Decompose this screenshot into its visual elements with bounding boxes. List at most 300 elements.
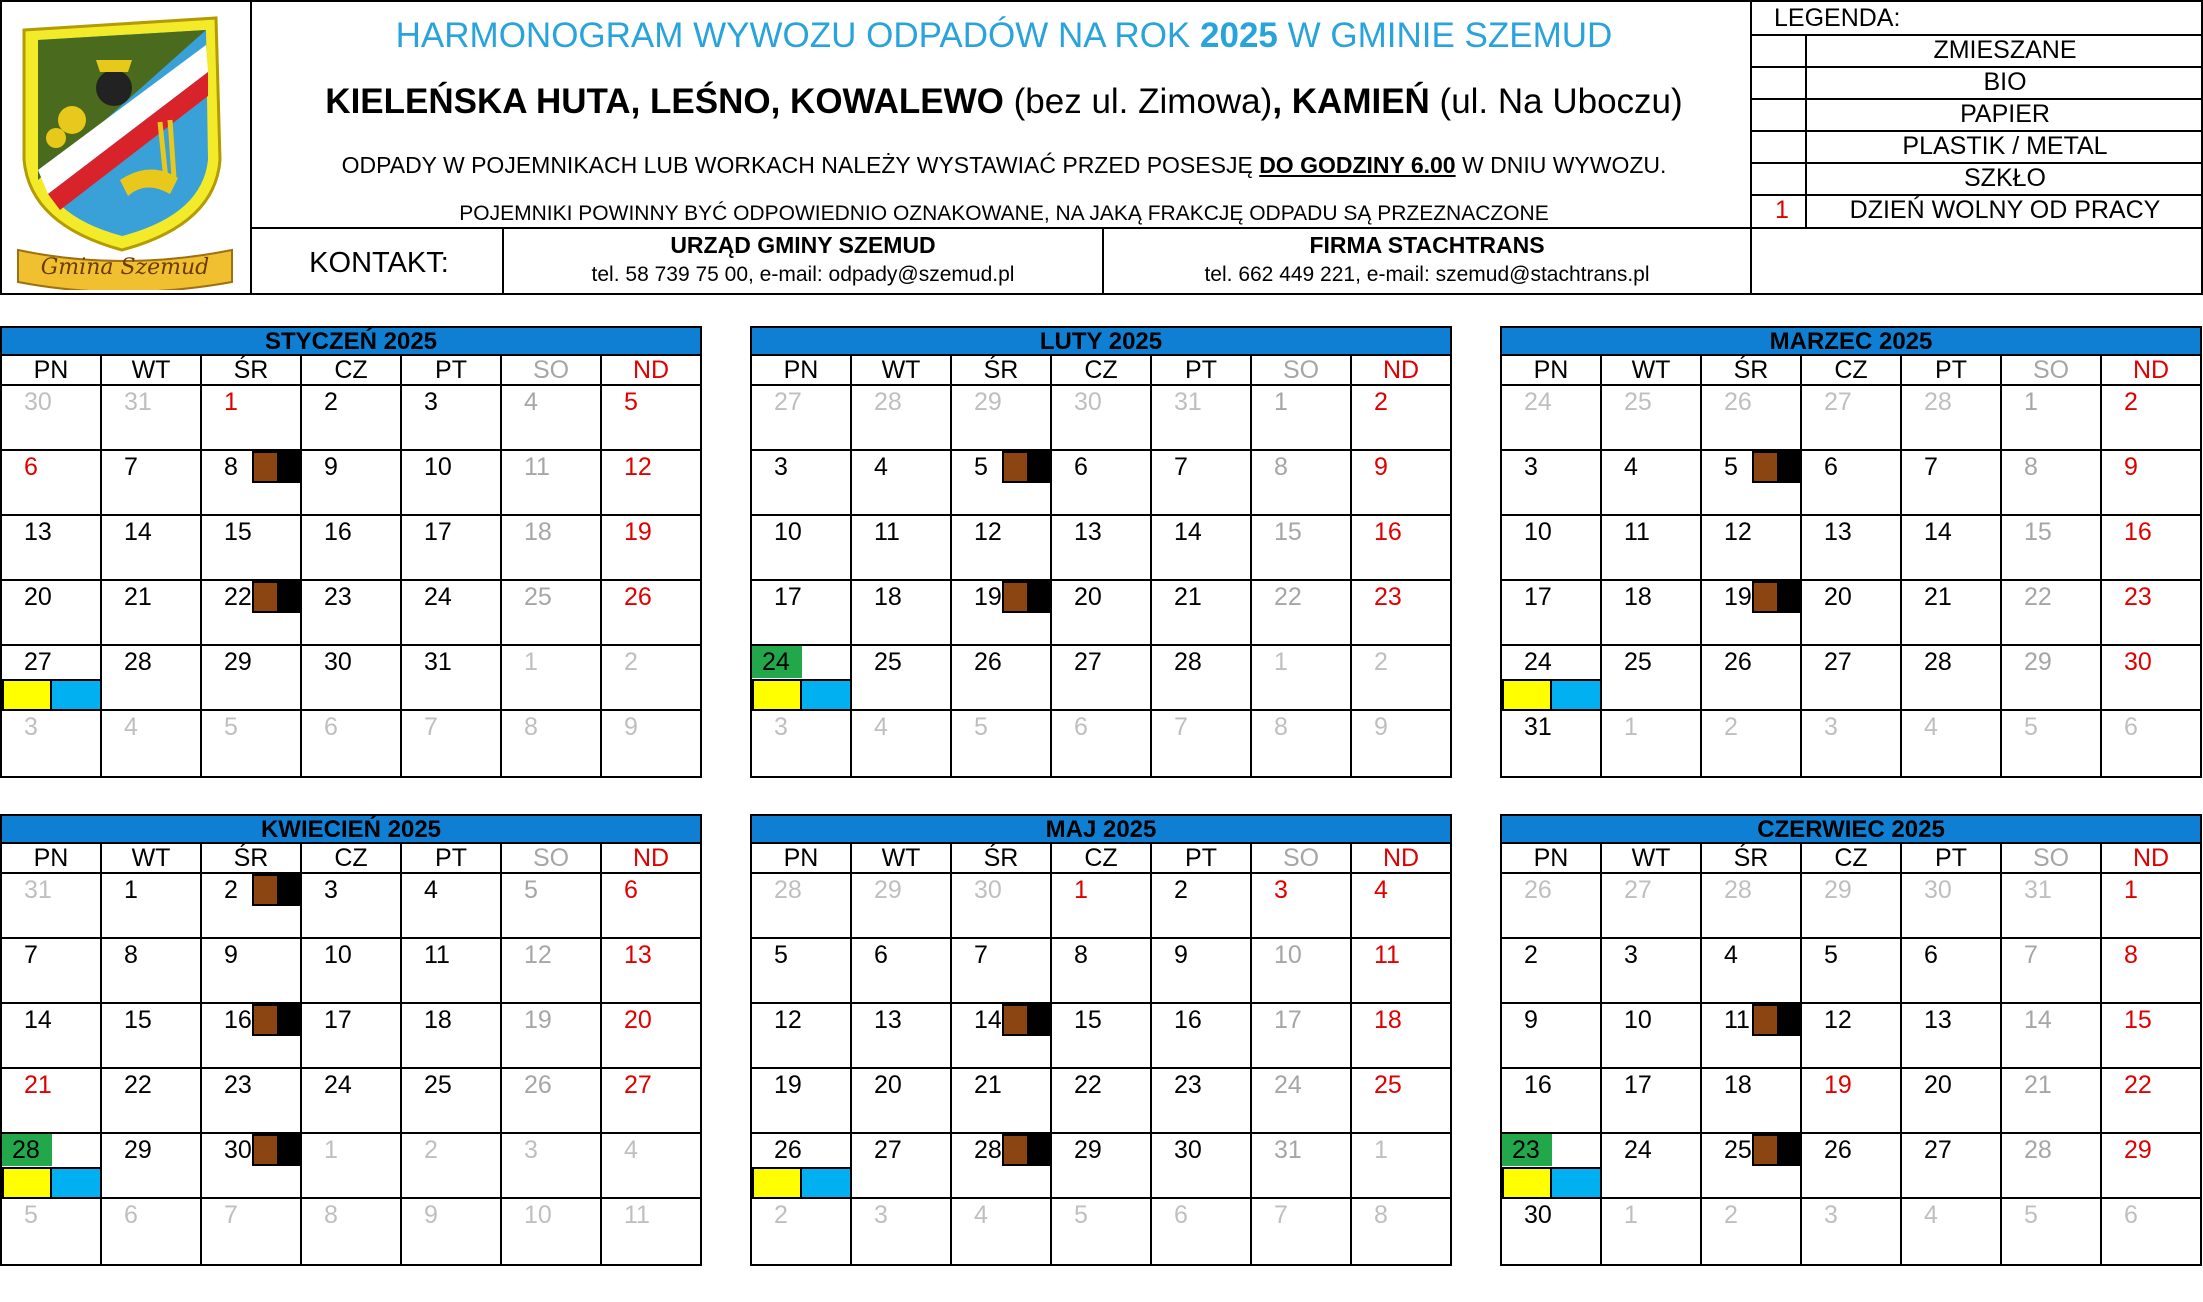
day-cell	[752, 646, 852, 709]
day-cell	[752, 1134, 852, 1197]
week-row	[1502, 451, 2202, 516]
day-number: 7	[224, 1201, 238, 1229]
day-cell	[1802, 516, 1902, 579]
notice-1-emph: DO GODZINY 6.00	[1259, 152, 1456, 178]
week-row	[1502, 646, 2202, 711]
day-number: 22	[2024, 583, 2052, 611]
day-number: 1	[1274, 648, 1288, 676]
day-number: 3	[1624, 941, 1638, 969]
day-cell	[1352, 451, 1452, 514]
day-number: 11	[874, 518, 900, 546]
week-row	[1502, 1199, 2202, 1264]
day-cell	[1902, 581, 2002, 644]
day-number: 17	[324, 1006, 352, 1034]
day-cell	[1602, 646, 1702, 709]
legend-item-paper: PAPIER	[1960, 100, 2050, 128]
day-cell	[1902, 1069, 2002, 1132]
weekday-label: ŚR	[952, 844, 1052, 872]
weekday-label: CZ	[1802, 844, 1902, 872]
day-number: 7	[1174, 453, 1188, 481]
day-cell	[2, 1069, 102, 1132]
day-cell	[302, 516, 402, 579]
day-cell	[2, 874, 102, 937]
week-row	[2, 874, 702, 939]
day-cell	[502, 581, 602, 644]
day-cell	[2102, 1004, 2202, 1067]
day-number: 26	[524, 1071, 552, 1099]
weekday-label: CZ	[302, 356, 402, 384]
day-cell	[2102, 1069, 2202, 1132]
day-cell	[952, 711, 1052, 776]
week-row	[2, 516, 702, 581]
day-cell	[1702, 581, 1802, 644]
day-number: 4	[874, 453, 888, 481]
day-number: 21	[974, 1071, 1002, 1099]
day-number: 15	[124, 1006, 152, 1034]
week-row	[1502, 711, 2202, 776]
day-number: 3	[424, 388, 438, 416]
day-number: 11	[424, 941, 450, 969]
day-number: 15	[2124, 1006, 2152, 1034]
day-number: 6	[1174, 1201, 1188, 1229]
week-row	[2, 646, 702, 711]
day-cell	[1702, 711, 1802, 776]
day-cell	[1802, 1069, 1902, 1132]
day-cell	[402, 1134, 502, 1197]
schedule-header	[0, 0, 2203, 295]
contact-1-info: tel. 58 739 75 00, e-mail: odpady@szemud.pl	[591, 263, 1015, 286]
day-cell	[752, 1069, 852, 1132]
legend-item-mixed: ZMIESZANE	[1933, 36, 2077, 64]
day-number: 4	[1924, 713, 1938, 741]
day-number: 19	[624, 518, 652, 546]
day-number: 7	[1174, 713, 1188, 741]
legend-item-plastic-metal: PLASTIK / METAL	[1902, 132, 2108, 160]
day-cell	[1902, 646, 2002, 709]
mixed-collection-marker	[277, 874, 302, 906]
day-number: 8	[2124, 941, 2138, 969]
day-number: 20	[874, 1071, 902, 1099]
day-number: 24	[324, 1071, 352, 1099]
week-row	[2, 1134, 702, 1199]
day-cell	[402, 581, 502, 644]
divider	[1752, 227, 2203, 229]
day-number: 18	[1374, 1006, 1402, 1034]
day-number: 7	[24, 941, 38, 969]
day-cell	[602, 939, 702, 1002]
day-number: 27	[1824, 388, 1852, 416]
day-cell	[502, 646, 602, 709]
day-cell	[1052, 581, 1152, 644]
day-cell	[1152, 1004, 1252, 1067]
day-cell	[952, 1199, 1052, 1264]
day-number: 29	[1074, 1136, 1102, 1164]
day-number: 7	[124, 453, 138, 481]
day-number: 20	[1924, 1071, 1952, 1099]
day-number: 20	[1074, 583, 1102, 611]
weekday-label: WT	[102, 356, 202, 384]
day-number: 30	[2124, 648, 2152, 676]
day-cell	[852, 646, 952, 709]
day-number: 31	[24, 876, 52, 904]
plastic-collection-marker	[2, 679, 52, 711]
day-number: 20	[624, 1006, 652, 1034]
day-number: 11	[1624, 518, 1650, 546]
day-number: 26	[974, 648, 1002, 676]
day-cell	[102, 939, 202, 1002]
day-cell	[102, 711, 202, 776]
weekday-label: PN	[752, 356, 852, 384]
gmina-szemud-coat-of-arms-logo	[10, 10, 242, 290]
mixed-collection-marker	[1777, 1004, 1802, 1036]
day-cell	[752, 516, 852, 579]
day-cell	[1352, 1199, 1452, 1264]
day-cell	[102, 386, 202, 449]
day-number: 8	[1274, 453, 1288, 481]
day-cell	[1702, 451, 1802, 514]
day-number: 18	[1724, 1071, 1752, 1099]
day-number: 3	[1824, 713, 1838, 741]
day-number: 4	[124, 713, 138, 741]
day-number: 30	[974, 876, 1002, 904]
day-cell	[2102, 386, 2202, 449]
day-number: 4	[1924, 1201, 1938, 1229]
day-cell	[202, 581, 302, 644]
day-number: 31	[1274, 1136, 1302, 1164]
day-cell	[302, 386, 402, 449]
day-number: 29	[2024, 648, 2052, 676]
bio-collection-marker	[1752, 1134, 1777, 1166]
day-number: 16	[2124, 518, 2152, 546]
day-cell	[2002, 516, 2102, 579]
day-cell	[202, 1069, 302, 1132]
day-cell	[102, 646, 202, 709]
month-title: MARZEC 2025	[1500, 326, 2202, 356]
divider	[252, 227, 1752, 229]
day-cell	[1502, 581, 1602, 644]
day-cell	[752, 1004, 852, 1067]
day-cell	[102, 1199, 202, 1264]
day-number: 3	[774, 713, 788, 741]
day-cell	[302, 1134, 402, 1197]
day-cell	[2002, 711, 2102, 776]
day-number: 1	[1374, 1136, 1388, 1164]
month-calendar	[0, 814, 702, 1266]
day-cell	[302, 711, 402, 776]
day-number: 4	[424, 876, 438, 904]
locations-line	[254, 82, 1754, 122]
day-number: 2	[1174, 876, 1188, 904]
day-number: 18	[424, 1006, 452, 1034]
day-cell	[402, 711, 502, 776]
day-cell	[202, 451, 302, 514]
day-cell	[2002, 1069, 2102, 1132]
day-number: 25	[524, 583, 552, 611]
weekday-header-row	[2, 356, 702, 386]
month-grid	[0, 844, 702, 1266]
day-cell	[302, 939, 402, 1002]
day-number: 14	[1174, 518, 1202, 546]
day-cell	[2, 581, 102, 644]
day-cell	[2002, 646, 2102, 709]
contact-label: KONTAKT:	[309, 247, 449, 279]
day-number: 27	[1074, 648, 1102, 676]
locations-bold-1: KIELEŃSKA HUTA, LEŚNO, KOWALEWO	[325, 82, 1004, 121]
day-number: 11	[1724, 1006, 1750, 1034]
day-number: 23	[2124, 583, 2152, 611]
month-title: CZERWIEC 2025	[1500, 814, 2202, 844]
day-number: 3	[24, 713, 38, 741]
day-number: 3	[874, 1201, 888, 1229]
day-cell	[1052, 874, 1152, 937]
day-number: 27	[774, 388, 802, 416]
day-cell	[2002, 386, 2102, 449]
day-cell	[1602, 451, 1702, 514]
day-number: 31	[2024, 876, 2052, 904]
day-number: 12	[624, 453, 652, 481]
day-number: 8	[524, 713, 538, 741]
day-cell	[602, 1199, 702, 1264]
day-number: 25	[424, 1071, 452, 1099]
day-cell	[852, 1069, 952, 1132]
day-cell	[502, 874, 602, 937]
week-row	[752, 516, 1452, 581]
day-number: 6	[1924, 941, 1938, 969]
month-grid	[750, 356, 1452, 778]
day-cell	[2002, 581, 2102, 644]
day-cell	[1252, 711, 1352, 776]
weekday-label: ŚR	[1702, 356, 1802, 384]
day-number: 8	[324, 1201, 338, 1229]
weekday-label: PN	[2, 844, 102, 872]
day-number: 22	[2124, 1071, 2152, 1099]
week-row	[752, 646, 1452, 711]
weekday-label: SO	[1252, 844, 1352, 872]
weekday-label: WT	[1602, 356, 1702, 384]
day-number: 24	[1524, 388, 1552, 416]
day-cell	[1502, 1069, 1602, 1132]
day-number: 9	[1374, 713, 1388, 741]
day-number: 13	[1074, 518, 1102, 546]
day-cell	[1352, 939, 1452, 1002]
day-number: 31	[1174, 388, 1202, 416]
day-cell	[952, 1069, 1052, 1132]
paper-collection-marker	[52, 679, 102, 711]
day-number: 28	[1174, 648, 1202, 676]
day-number: 25	[1724, 1136, 1752, 1164]
day-number: 18	[874, 583, 902, 611]
day-cell	[1152, 1199, 1252, 1264]
day-cell	[1502, 874, 1602, 937]
weekday-header-row	[1502, 844, 2202, 874]
weekday-label: PN	[752, 844, 852, 872]
week-row	[752, 711, 1452, 776]
weekday-label: CZ	[1052, 356, 1152, 384]
day-number: 4	[1724, 941, 1738, 969]
bio-collection-marker	[252, 874, 277, 906]
day-cell	[1502, 1199, 1602, 1264]
day-cell	[1702, 1134, 1802, 1197]
day-number: 2	[1374, 648, 1388, 676]
weekday-label: PT	[1152, 356, 1252, 384]
day-number: 10	[524, 1201, 552, 1229]
day-number: 1	[1624, 713, 1638, 741]
day-number: 16	[1374, 518, 1402, 546]
day-number: 2	[1374, 388, 1388, 416]
day-cell	[202, 1199, 302, 1264]
day-cell	[2002, 451, 2102, 514]
day-number: 11	[624, 1201, 650, 1229]
day-number: 6	[324, 713, 338, 741]
day-cell	[1702, 1004, 1802, 1067]
day-cell	[1252, 1134, 1352, 1197]
day-number: 2	[1724, 1201, 1738, 1229]
day-cell	[752, 939, 852, 1002]
day-number: 9	[324, 453, 338, 481]
day-cell	[1602, 1134, 1702, 1197]
day-cell	[752, 1199, 852, 1264]
day-cell	[1352, 516, 1452, 579]
day-cell	[1502, 516, 1602, 579]
day-number: 27	[624, 1071, 652, 1099]
mixed-collection-marker	[277, 1134, 302, 1166]
day-number: 7	[1274, 1201, 1288, 1229]
day-cell	[302, 581, 402, 644]
day-number: 29	[1824, 876, 1852, 904]
day-number: 19	[1824, 1071, 1852, 1099]
weekday-label: ND	[1352, 844, 1452, 872]
plastic-collection-marker	[1502, 679, 1552, 711]
day-cell	[2102, 516, 2202, 579]
week-row	[1502, 1134, 2202, 1199]
day-number: 28	[124, 648, 152, 676]
weekday-label: ND	[2102, 356, 2202, 384]
legend-item-bio: BIO	[1983, 68, 2027, 96]
day-cell	[1702, 1069, 1802, 1132]
day-number: 29	[124, 1136, 152, 1164]
day-number: 22	[224, 583, 252, 611]
day-cell	[852, 711, 952, 776]
mixed-collection-marker	[277, 581, 302, 613]
week-row	[2, 711, 702, 776]
day-cell	[2002, 1134, 2102, 1197]
weekday-label: SO	[2002, 844, 2102, 872]
mixed-collection-marker	[1777, 1134, 1802, 1166]
day-number: 5	[2024, 1201, 2038, 1229]
weekday-header-row	[752, 356, 1452, 386]
day-cell	[1902, 516, 2002, 579]
day-number: 9	[2124, 453, 2138, 481]
mixed-collection-marker	[1027, 1004, 1052, 1036]
day-cell	[502, 386, 602, 449]
day-cell	[1052, 1069, 1152, 1132]
locations-normal-1: (bez ul. Zimowa)	[1003, 82, 1273, 121]
day-number: 19	[1724, 583, 1752, 611]
day-cell	[302, 451, 402, 514]
day-number: 24	[424, 583, 452, 611]
day-number: 22	[1274, 583, 1302, 611]
day-number: 6	[874, 941, 888, 969]
day-number: 1	[124, 876, 138, 904]
paper-collection-marker	[1552, 1167, 1602, 1199]
day-number: 19	[774, 1071, 802, 1099]
week-row	[752, 451, 1452, 516]
day-cell	[1252, 874, 1352, 937]
day-cell	[1702, 516, 1802, 579]
day-number: 2	[1524, 941, 1538, 969]
weekday-label: WT	[1602, 844, 1702, 872]
day-number: 4	[624, 1136, 638, 1164]
day-cell	[1152, 711, 1252, 776]
day-cell	[1502, 646, 1602, 709]
day-number: 29	[224, 648, 252, 676]
day-cell	[1252, 386, 1352, 449]
bio-collection-marker	[1002, 1134, 1027, 1166]
day-cell	[952, 1134, 1052, 1197]
day-number: 15	[1274, 518, 1302, 546]
day-number: 16	[1524, 1071, 1552, 1099]
day-number: 12	[1724, 518, 1752, 546]
day-number: 3	[1524, 453, 1538, 481]
week-row	[2, 1069, 702, 1134]
weekday-label: ND	[2102, 844, 2202, 872]
day-cell	[1352, 711, 1452, 776]
day-cell	[302, 1069, 402, 1132]
day-cell	[402, 874, 502, 937]
week-row	[752, 939, 1452, 1004]
day-number: 8	[124, 941, 138, 969]
day-number: 27	[1624, 876, 1652, 904]
day-number: 13	[874, 1006, 902, 1034]
day-number: 13	[1924, 1006, 1952, 1034]
bio-collection-marker	[1752, 1004, 1777, 1036]
day-number: 1	[1274, 388, 1288, 416]
weekday-label: SO	[1252, 356, 1352, 384]
weekday-label: PT	[1152, 844, 1252, 872]
day-cell	[602, 1134, 702, 1197]
locations-normal-2: (ul. Na Uboczu)	[1429, 82, 1683, 121]
logo-text: Gmina Szemud	[40, 255, 210, 280]
day-number: 9	[1374, 453, 1388, 481]
day-cell	[752, 451, 852, 514]
day-number: 24	[1274, 1071, 1302, 1099]
day-cell	[852, 874, 952, 937]
day-number: 30	[1174, 1136, 1202, 1164]
day-cell	[1902, 874, 2002, 937]
day-cell	[602, 1004, 702, 1067]
day-number: 5	[2024, 713, 2038, 741]
week-row	[1502, 874, 2202, 939]
weekday-label: PT	[402, 844, 502, 872]
weekday-header-row	[1502, 356, 2202, 386]
day-cell	[302, 646, 402, 709]
month-calendar	[750, 326, 1452, 778]
day-number: 3	[524, 1136, 538, 1164]
day-cell	[402, 939, 502, 1002]
day-number: 26	[774, 1136, 802, 1164]
day-cell	[2102, 451, 2202, 514]
paper-collection-marker	[52, 1167, 102, 1199]
day-number: 26	[1524, 876, 1552, 904]
week-row	[752, 1069, 1452, 1134]
day-cell	[1602, 1004, 1702, 1067]
day-number: 25	[874, 648, 902, 676]
weekday-header-row	[752, 844, 1452, 874]
day-cell	[1602, 1199, 1702, 1264]
day-cell	[952, 646, 1052, 709]
day-cell	[1352, 646, 1452, 709]
day-cell	[1702, 874, 1802, 937]
